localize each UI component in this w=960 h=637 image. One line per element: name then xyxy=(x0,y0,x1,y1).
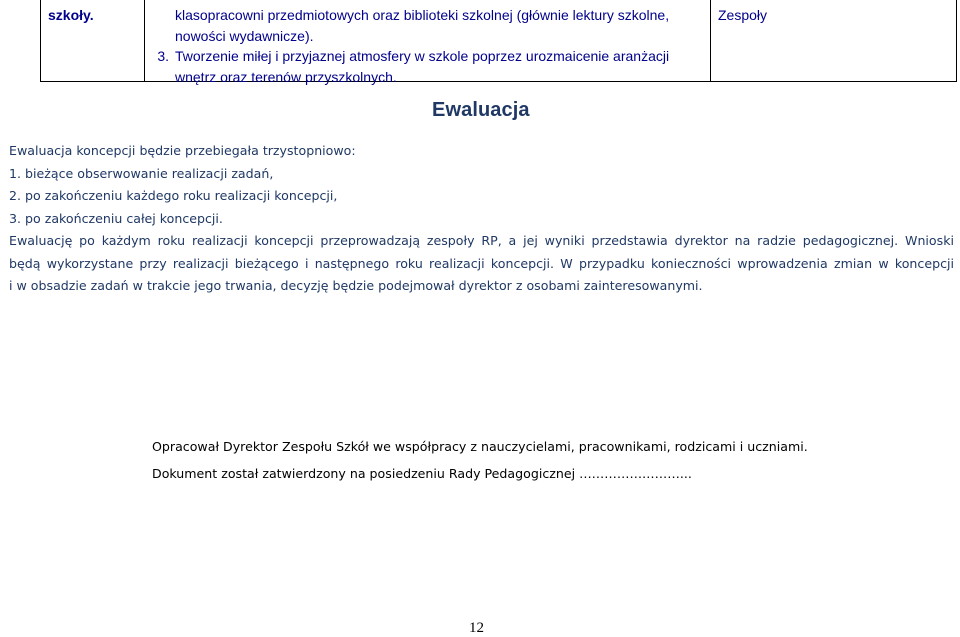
paragraph-line: i w obsadzie zadań w trakcie jego trwania, decyzję będzie podejmował dyrektor z osobami zainteresowanymi. xyxy=(9,278,703,293)
column-divider xyxy=(710,0,711,81)
list-item: 3. po zakończeniu całej koncepcji. xyxy=(9,210,223,226)
table-content-line: nowości wydawnicze). xyxy=(175,27,314,44)
document-footer xyxy=(152,433,808,487)
section-heading: Ewaluacja xyxy=(432,99,530,121)
evaluation-body xyxy=(9,140,954,298)
table-content-line: 3. Tworzenie miłej i przyjaznej atmosfery w szkole poprzez urozmaicenie aranżacji xyxy=(157,48,670,64)
table-cell-label: szkoły. xyxy=(48,7,94,23)
table-content-line: klasopracowni przedmiotowych oraz biblioteki szkolnej (głównie lektury szkolne, xyxy=(175,7,670,23)
page-number: 12 xyxy=(469,620,484,636)
table-cell-content xyxy=(148,5,708,87)
list-item: 1. bieżące obserwowanie realizacji zadań, xyxy=(9,165,274,181)
paragraph-line: Ewaluację po każdym roku realizacji koncepcji przeprowadzają zespoły RP, a jej wyniki przedstawia dyrektor na radzie pedagogicznej. Wnioski xyxy=(9,233,954,248)
paragraph-line: będą wykorzystane przy realizacji bieżącego i następnego roku realizacji koncepcji. W przypadku konieczności wprowadzenia zmian w koncepcji xyxy=(9,255,954,271)
table-content-line: wnętrz oraz terenów przyszkolnych. xyxy=(175,68,397,85)
prepared-by-line: Opracował Dyrektor Zespołu Szkół we współpracy z nauczycielami, pracownikami, rodzicami i uczniami. xyxy=(152,439,808,454)
approval-line: Dokument został zatwierdzony na posiedzeniu Rady Pedagogicznej ……………………... xyxy=(152,466,692,481)
evaluation-intro: Ewaluacja koncepcji będzie przebiegała trzystopniowo: xyxy=(9,143,356,158)
table-cell-responsible: Zespoły xyxy=(718,7,768,23)
list-item: 2. po zakończeniu każdego roku realizacji koncepcji, xyxy=(9,188,338,203)
column-divider xyxy=(144,0,145,81)
